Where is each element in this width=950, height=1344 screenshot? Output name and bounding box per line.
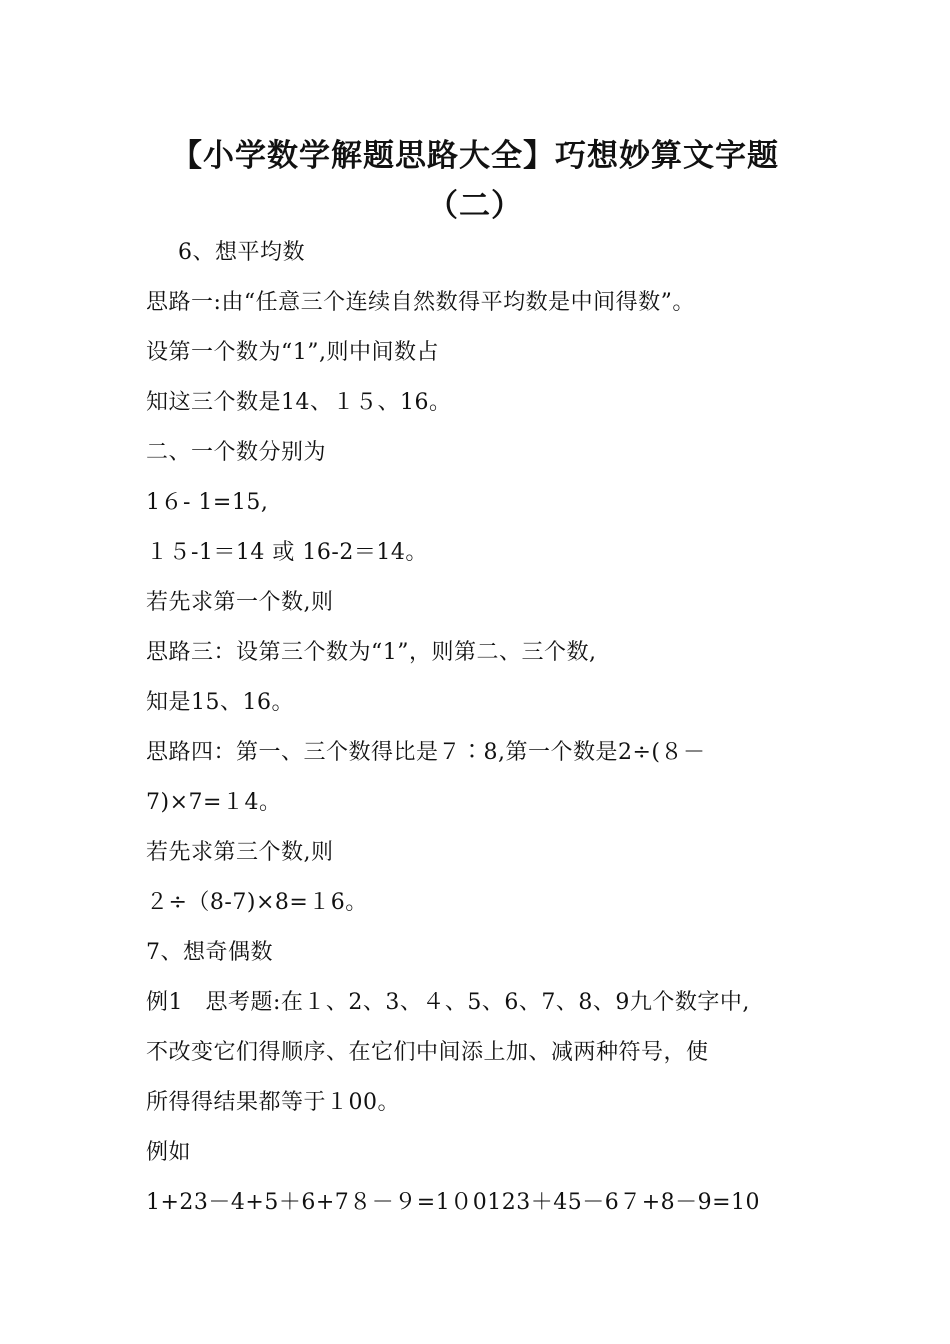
text-line: 例如: [146, 1140, 192, 1165]
document-title-continuation: （二）: [427, 188, 523, 224]
text-line: 若先求第一个数,则: [146, 590, 334, 615]
text-line: 若先求第三个数,则: [146, 840, 334, 865]
text-line: 思路三：设第三个数为“1”，则第二、三个数,: [146, 640, 597, 665]
text-line: 设第一个数为“1”,则中间数占: [146, 340, 439, 365]
text-line: 二、一个数分别为: [146, 440, 327, 465]
text-line: 7)×7=１4。: [146, 790, 282, 815]
text-line: 知这三个数是14、１５、16。: [146, 390, 452, 415]
text-line: 1+23－4+5＋6+7８－９=1０0123＋45－6７+8－9=10: [146, 1190, 761, 1215]
document-title: 【小学数学解题思路大全】巧想妙算文字题: [171, 138, 779, 174]
text-line: 思路四：第一、三个数得比是７∶8,第一个数是2÷(８－: [146, 740, 706, 765]
text-line: ２÷（8-7)×8=１6。: [146, 890, 368, 915]
text-line: 所得得结果都等于１00。: [146, 1090, 400, 1115]
text-line: 例1 思考题:在１、2、3、４、5、6、7、8、9九个数字中,: [146, 990, 750, 1015]
section-heading: 7、想奇偶数: [146, 940, 273, 965]
section-heading: 6、想平均数: [178, 240, 305, 265]
text-line: 1６- 1=15,: [146, 490, 269, 515]
text-line: 不改变它们得顺序、在它们中间添上加、减两种符号，使: [146, 1040, 709, 1065]
text-line: 知是15、16。: [146, 690, 294, 715]
text-line: １５-1＝14 或 16-2＝14。: [146, 540, 428, 565]
text-line: 思路一:由“任意三个连续自然数得平均数是中间得数”。: [146, 290, 695, 315]
